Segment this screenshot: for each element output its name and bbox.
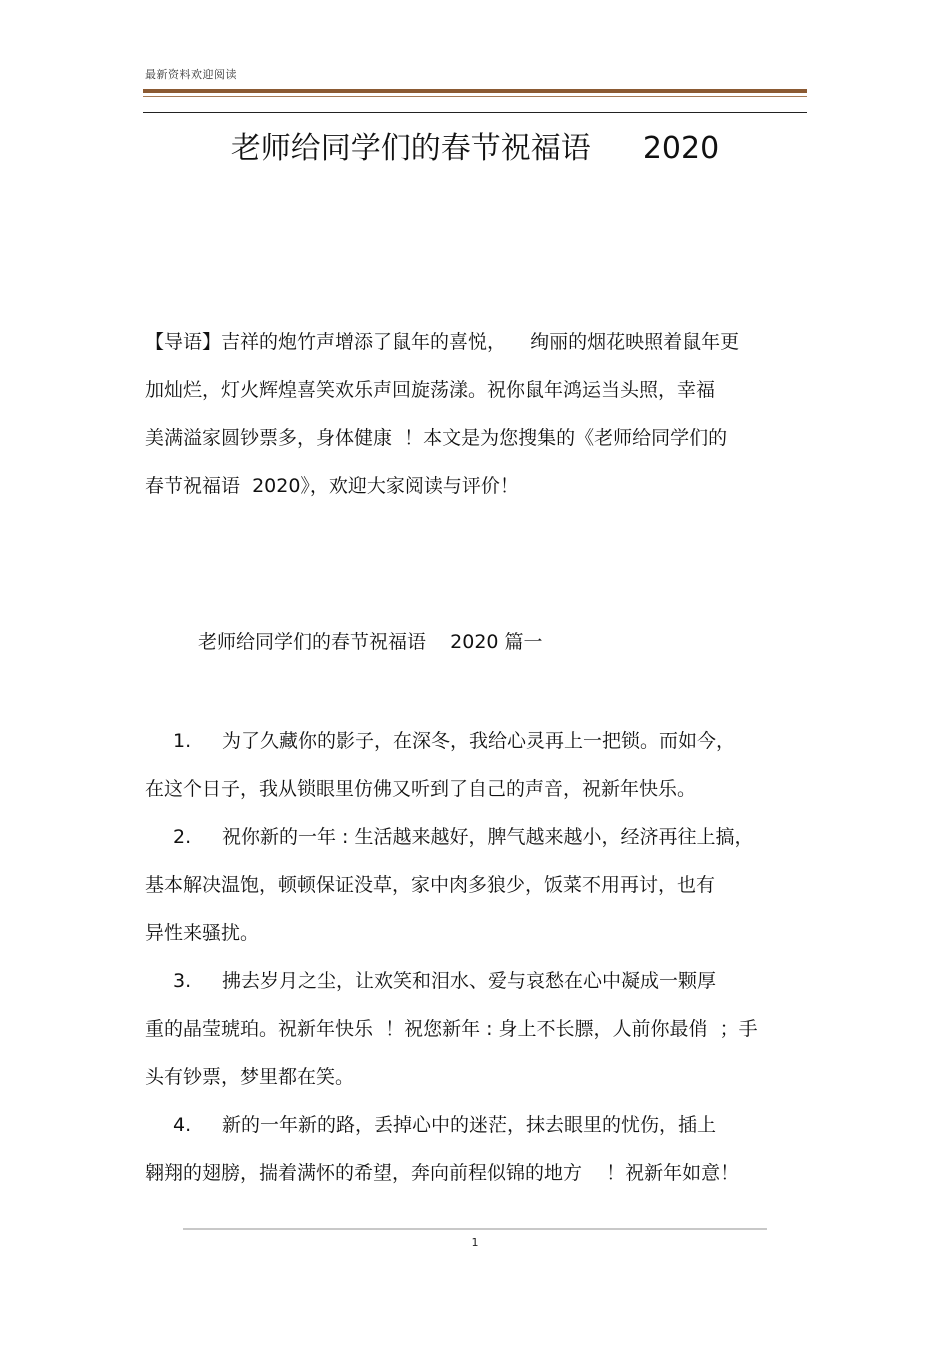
footer-rule <box>183 1228 767 1230</box>
section-heading: 老师给同学们的春节祝福语 2020 篇一 <box>198 631 543 653</box>
list-item-line: 头有钞票，梦里都在笑。 <box>145 1066 355 1088</box>
list-item <box>145 957 805 1101</box>
list-item-number: 3. <box>173 970 192 992</box>
header-rule-thick <box>143 89 807 93</box>
list-item-line: 异性来骚扰。 <box>145 922 260 944</box>
list-item <box>145 1101 805 1197</box>
page-number: 1 <box>471 1236 479 1249</box>
list-item-number: 2. <box>173 826 192 848</box>
document-header-label: 最新资料欢迎阅读 <box>145 68 237 81</box>
document-title-text: 老师给同学们的春节祝福语 <box>230 131 591 166</box>
intro-line: 美满溢家圆钞票多，身体健康 ！本文是为您搜集的《老师给同学们的 <box>145 427 728 449</box>
list-item-line: 拂去岁月之尘，让欢笑和泪水、爱与哀愁在心中凝成一颗厚 <box>222 970 717 992</box>
intro-line: 【导语】吉祥的炮竹声增添了鼠年的喜悦， 绚丽的烟花映照着鼠年更 <box>145 331 740 353</box>
list-item-line: 为了久藏你的影子，在深冬，我给心灵再上一把锁。而如今， <box>222 730 736 752</box>
list-item-line: 新的一年新的路，丢掉心中的迷茫，抹去眼里的忧伤，插上 <box>222 1114 717 1136</box>
list-item <box>145 813 805 957</box>
header-rule-black <box>143 112 807 113</box>
greeting-list <box>145 717 805 1197</box>
document-title <box>0 128 950 170</box>
intro-line: 加灿烂，灯火辉煌喜笑欢乐声回旋荡漾。祝你鼠年鸿运当头照，幸福 <box>145 379 716 401</box>
list-item-line: 基本解决温饱，顿顿保证没草，家中肉多狼少，饭菜不用再讨，也有 <box>145 874 716 896</box>
list-item-number: 4. <box>173 1114 192 1136</box>
list-item <box>145 717 805 813</box>
list-item-line: 翱翔的翅膀，揣着满怀的希望，奔向前程似锦的地方 ！祝新年如意！ <box>145 1162 740 1184</box>
list-item-line: 在这个日子，我从锁眼里仿佛又听到了自己的声音，祝新年快乐。 <box>145 778 697 800</box>
header-rule-thin <box>143 96 807 97</box>
intro-line: 春节祝福语 2020》，欢迎大家阅读与评价！ <box>145 475 519 497</box>
list-item-number: 1. <box>173 730 192 752</box>
intro-paragraph <box>145 318 805 510</box>
list-item-line: 祝你新的一年 : 生活越来越好，脾气越来越小，经济再往上搞， <box>222 826 754 848</box>
document-title-year: 2020 <box>642 131 720 166</box>
list-item-line: 重的晶莹琥珀。祝新年快乐 ！祝您新年 : 身上不长膘，人前你最俏 ；手 <box>145 1018 758 1040</box>
